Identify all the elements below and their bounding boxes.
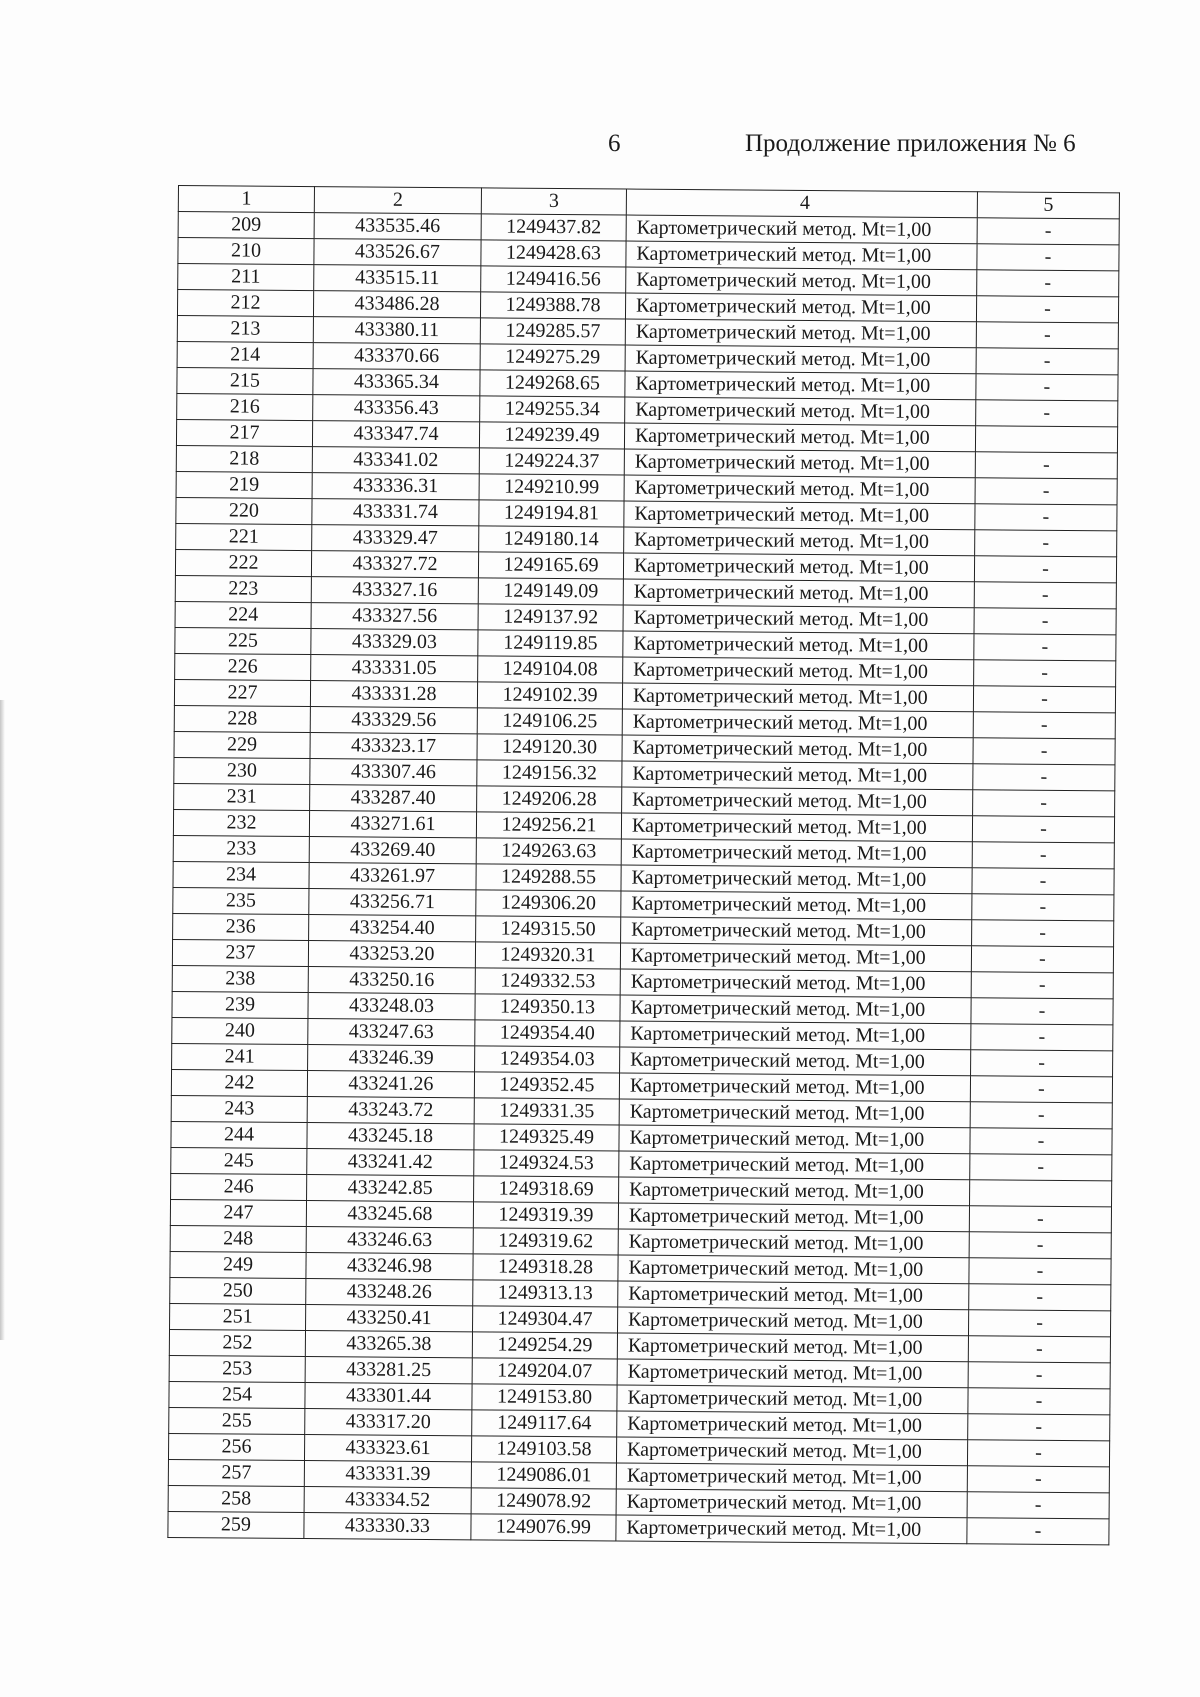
method-cell: Картометрический метод. Mt=1,00 [621, 891, 972, 920]
note-cell: - [975, 504, 1117, 531]
x-coordinate-cell: 433334.52 [304, 1487, 471, 1514]
note-cell: - [975, 478, 1117, 505]
note-cell: - [971, 1024, 1113, 1051]
page-number: 6 [608, 130, 621, 157]
note-cell: - [972, 894, 1114, 921]
y-coordinate-cell: 1249354.03 [475, 1046, 620, 1073]
y-coordinate-cell: 1249210.99 [479, 474, 624, 501]
note-cell: - [968, 1336, 1110, 1363]
x-coordinate-cell: 433256.71 [309, 889, 476, 916]
x-coordinate-cell: 433327.56 [311, 603, 478, 630]
x-coordinate-cell: 433248.03 [308, 993, 475, 1020]
y-coordinate-cell: 1249318.69 [474, 1176, 619, 1203]
method-cell: Картометрический метод. Mt=1,00 [621, 813, 972, 842]
y-coordinate-cell: 1249086.01 [471, 1462, 616, 1489]
point-number-cell: 244 [171, 1121, 307, 1148]
method-cell: Картометрический метод. Mt=1,00 [624, 475, 975, 504]
point-number-cell: 251 [170, 1303, 306, 1330]
method-cell: Картометрический метод. Mt=1,00 [624, 423, 975, 452]
point-number-cell: 219 [176, 471, 312, 498]
method-cell: Картометрический метод. Mt=1,00 [621, 865, 972, 894]
point-number-cell: 217 [176, 419, 312, 446]
x-coordinate-cell: 433365.34 [313, 369, 480, 396]
y-coordinate-cell: 1249416.56 [481, 266, 626, 293]
y-coordinate-cell: 1249256.21 [476, 812, 621, 839]
method-cell: Картометрический метод. Mt=1,00 [624, 527, 975, 556]
note-cell: - [967, 1518, 1109, 1545]
y-coordinate-cell: 1249103.58 [471, 1436, 616, 1463]
note-cell: - [976, 374, 1118, 401]
column-header-5: 5 [977, 192, 1119, 219]
point-number-cell: 213 [177, 315, 313, 342]
x-coordinate-cell: 433281.25 [305, 1357, 472, 1384]
point-number-cell: 224 [175, 601, 311, 628]
note-cell: - [969, 1206, 1111, 1233]
method-cell: Картометрический метод. Mt=1,00 [625, 397, 976, 426]
note-cell: - [967, 1492, 1109, 1519]
method-cell: Картометрический метод. Mt=1,00 [624, 501, 975, 530]
note-cell: - [968, 1388, 1110, 1415]
x-coordinate-cell: 433265.38 [305, 1331, 472, 1358]
method-cell: Картометрический метод. Mt=1,00 [618, 1203, 969, 1232]
x-coordinate-cell: 433271.61 [309, 811, 476, 838]
y-coordinate-cell: 1249165.69 [478, 552, 623, 579]
point-number-cell: 259 [168, 1511, 304, 1538]
y-coordinate-cell: 1249331.35 [474, 1098, 619, 1125]
y-coordinate-cell: 1249153.80 [472, 1384, 617, 1411]
method-cell: Картометрический метод. Mt=1,00 [625, 345, 976, 374]
note-cell: - [968, 1414, 1110, 1441]
x-coordinate-cell: 433356.43 [313, 395, 480, 422]
x-coordinate-cell: 433535.46 [314, 213, 481, 240]
x-coordinate-cell: 433331.28 [310, 681, 477, 708]
method-cell: Картометрический метод. Mt=1,00 [619, 1073, 970, 1102]
method-cell: Картометрический метод. Mt=1,00 [626, 215, 977, 244]
x-coordinate-cell: 433247.63 [308, 1019, 475, 1046]
point-number-cell: 245 [171, 1147, 307, 1174]
note-cell: - [976, 296, 1118, 323]
note-cell: - [974, 660, 1116, 687]
method-cell: Картометрический метод. Mt=1,00 [622, 735, 973, 764]
point-number-cell: 220 [176, 497, 312, 524]
method-cell: Картометрический метод. Mt=1,00 [622, 761, 973, 790]
y-coordinate-cell: 1249319.62 [473, 1228, 618, 1255]
method-cell: Картометрический метод. Mt=1,00 [626, 241, 977, 270]
appendix-title: Продолжение приложения № 6 [745, 130, 1076, 157]
note-cell: - [969, 1232, 1111, 1259]
x-coordinate-cell: 433254.40 [309, 915, 476, 942]
y-coordinate-cell: 1249332.53 [475, 968, 620, 995]
x-coordinate-cell: 433331.74 [312, 499, 479, 526]
point-number-cell: 243 [171, 1095, 307, 1122]
y-coordinate-cell: 1249263.63 [476, 838, 621, 865]
point-number-cell: 240 [172, 1017, 308, 1044]
method-cell: Картометрический метод. Mt=1,00 [617, 1359, 968, 1388]
method-cell: Картометрический метод. Mt=1,00 [616, 1515, 967, 1544]
y-coordinate-cell: 1249180.14 [479, 526, 624, 553]
point-number-cell: 209 [178, 212, 314, 239]
point-number-cell: 238 [172, 965, 308, 992]
y-coordinate-cell: 1249315.50 [476, 916, 621, 943]
table-body [168, 212, 1119, 1545]
note-cell: - [975, 452, 1117, 479]
y-coordinate-cell: 1249304.47 [473, 1306, 618, 1333]
method-cell: Картометрический метод. Mt=1,00 [623, 605, 974, 634]
method-cell: Картометрический метод. Mt=1,00 [619, 1125, 970, 1154]
column-header-1: 1 [178, 186, 314, 213]
method-cell: Картометрический метод. Mt=1,00 [623, 579, 974, 608]
x-coordinate-cell: 433486.28 [313, 291, 480, 318]
x-coordinate-cell: 433245.68 [306, 1201, 473, 1228]
note-cell: - [974, 582, 1116, 609]
x-coordinate-cell: 433331.39 [304, 1461, 471, 1488]
point-number-cell: 257 [168, 1459, 304, 1486]
point-number-cell: 226 [175, 653, 311, 680]
method-cell: Картометрический метод. Mt=1,00 [621, 839, 972, 868]
x-coordinate-cell: 433246.98 [306, 1253, 473, 1280]
point-number-cell: 253 [169, 1355, 305, 1382]
y-coordinate-cell: 1249254.29 [472, 1332, 617, 1359]
note-cell: - [970, 1102, 1112, 1129]
coordinates-table [167, 185, 1120, 1545]
method-cell: Картометрический метод. Mt=1,00 [617, 1333, 968, 1362]
column-header-4: 4 [626, 189, 977, 218]
point-number-cell: 223 [175, 575, 311, 602]
column-header-3: 3 [481, 188, 626, 215]
note-cell: - [970, 1154, 1112, 1181]
note-cell: - [977, 218, 1119, 245]
point-number-cell: 212 [177, 290, 313, 317]
note-cell: - [971, 998, 1113, 1025]
point-number-cell: 229 [174, 731, 310, 758]
x-coordinate-cell: 433245.18 [307, 1123, 474, 1150]
note-cell: - [968, 1310, 1110, 1337]
note-cell: - [970, 1076, 1112, 1103]
note-cell: - [973, 686, 1115, 713]
x-coordinate-cell: 433380.11 [313, 317, 480, 344]
x-coordinate-cell: 433341.02 [312, 447, 479, 474]
note-cell: - [976, 322, 1118, 349]
y-coordinate-cell: 1249354.40 [475, 1020, 620, 1047]
scan-shadow [0, 700, 5, 1340]
method-cell: Картометрический метод. Mt=1,00 [623, 553, 974, 582]
note-cell: - [974, 556, 1116, 583]
method-cell: Картометрический метод. Mt=1,00 [618, 1281, 969, 1310]
x-coordinate-cell: 433246.63 [306, 1227, 473, 1254]
y-coordinate-cell: 1249104.08 [478, 656, 623, 683]
method-cell: Картометрический метод. Mt=1,00 [617, 1307, 968, 1336]
x-coordinate-cell: 433248.26 [306, 1279, 473, 1306]
note-cell: - [972, 816, 1114, 843]
method-cell: Картометрический метод. Mt=1,00 [619, 1151, 970, 1180]
x-coordinate-cell: 433515.11 [314, 265, 481, 292]
y-coordinate-cell: 1249119.85 [478, 630, 623, 657]
x-coordinate-cell: 433307.46 [310, 759, 477, 786]
y-coordinate-cell: 1249325.49 [474, 1124, 619, 1151]
note-cell: - [973, 738, 1115, 765]
point-number-cell: 248 [170, 1225, 306, 1252]
y-coordinate-cell: 1249306.20 [476, 890, 621, 917]
y-coordinate-cell: 1249268.65 [480, 370, 625, 397]
point-number-cell: 255 [169, 1407, 305, 1434]
y-coordinate-cell: 1249206.28 [477, 786, 622, 813]
x-coordinate-cell: 433317.20 [305, 1409, 472, 1436]
y-coordinate-cell: 1249313.13 [473, 1280, 618, 1307]
method-cell: Картометрический метод. Mt=1,00 [624, 449, 975, 478]
y-coordinate-cell: 1249319.39 [473, 1202, 618, 1229]
x-coordinate-cell: 433250.41 [306, 1305, 473, 1332]
point-number-cell: 227 [174, 679, 310, 706]
y-coordinate-cell: 1249204.07 [472, 1358, 617, 1385]
point-number-cell: 211 [178, 264, 314, 291]
x-coordinate-cell: 433246.39 [308, 1045, 475, 1072]
method-cell: Картометрический метод. Mt=1,00 [620, 995, 971, 1024]
y-coordinate-cell: 1249156.32 [477, 760, 622, 787]
method-cell: Картометрический метод. Mt=1,00 [625, 293, 976, 322]
point-number-cell: 241 [172, 1043, 308, 1070]
note-cell: - [976, 400, 1118, 427]
note-cell: - [969, 1284, 1111, 1311]
y-coordinate-cell: 1249117.64 [472, 1410, 617, 1437]
method-cell: Картометрический метод. Mt=1,00 [619, 1099, 970, 1128]
x-coordinate-cell: 433241.42 [307, 1149, 474, 1176]
method-cell: Картометрический метод. Mt=1,00 [616, 1463, 967, 1492]
point-number-cell: 250 [170, 1277, 306, 1304]
method-cell: Картометрический метод. Mt=1,00 [623, 631, 974, 660]
method-cell: Картометрический метод. Mt=1,00 [622, 787, 973, 816]
x-coordinate-cell: 433323.61 [304, 1435, 471, 1462]
note-cell [975, 426, 1117, 453]
point-number-cell: 242 [171, 1069, 307, 1096]
y-coordinate-cell: 1249078.92 [471, 1488, 616, 1515]
y-coordinate-cell: 1249428.63 [481, 240, 626, 267]
note-cell: - [973, 764, 1115, 791]
method-cell: Картометрический метод. Mt=1,00 [617, 1411, 968, 1440]
method-cell: Картометрический метод. Mt=1,00 [618, 1255, 969, 1284]
point-number-cell: 235 [173, 887, 309, 914]
method-cell: Картометрический метод. Mt=1,00 [618, 1229, 969, 1258]
x-coordinate-cell: 433526.67 [314, 239, 481, 266]
x-coordinate-cell: 433331.05 [311, 655, 478, 682]
method-cell: Картометрический метод. Mt=1,00 [616, 1489, 967, 1518]
method-cell: Картометрический метод. Mt=1,00 [625, 319, 976, 348]
y-coordinate-cell: 1249149.09 [478, 578, 623, 605]
point-number-cell: 228 [174, 705, 310, 732]
point-number-cell: 234 [173, 861, 309, 888]
x-coordinate-cell: 433336.31 [312, 473, 479, 500]
method-cell: Картометрический метод. Mt=1,00 [626, 267, 977, 296]
note-cell: - [970, 1128, 1112, 1155]
note-cell: - [974, 608, 1116, 635]
point-number-cell: 239 [172, 991, 308, 1018]
point-number-cell: 216 [177, 393, 313, 420]
x-coordinate-cell: 433250.16 [308, 967, 475, 994]
x-coordinate-cell: 433241.26 [307, 1071, 474, 1098]
note-cell: - [975, 530, 1117, 557]
method-cell: Картометрический метод. Mt=1,00 [622, 683, 973, 712]
y-coordinate-cell: 1249388.78 [480, 292, 625, 319]
method-cell: Картометрический метод. Mt=1,00 [616, 1437, 967, 1466]
point-number-cell: 258 [168, 1485, 304, 1512]
y-coordinate-cell: 1249352.45 [474, 1072, 619, 1099]
method-cell: Картометрический метод. Mt=1,00 [622, 709, 973, 738]
note-cell: - [971, 946, 1113, 973]
point-number-cell: 230 [174, 757, 310, 784]
y-coordinate-cell: 1249255.34 [480, 396, 625, 423]
note-cell: - [969, 1258, 1111, 1285]
point-number-cell: 252 [169, 1329, 305, 1356]
point-number-cell: 246 [171, 1173, 307, 1200]
point-number-cell: 254 [169, 1381, 305, 1408]
point-number-cell: 233 [173, 835, 309, 862]
point-number-cell: 222 [175, 549, 311, 576]
y-coordinate-cell: 1249437.82 [481, 214, 626, 241]
note-cell: - [977, 270, 1119, 297]
x-coordinate-cell: 433269.40 [309, 837, 476, 864]
x-coordinate-cell: 433323.17 [310, 733, 477, 760]
x-coordinate-cell: 433329.03 [311, 629, 478, 656]
y-coordinate-cell: 1249275.29 [480, 344, 625, 371]
point-number-cell: 218 [176, 445, 312, 472]
method-cell: Картометрический метод. Mt=1,00 [625, 371, 976, 400]
note-cell: - [968, 1362, 1110, 1389]
method-cell: Картометрический метод. Mt=1,00 [620, 1047, 971, 1076]
point-number-cell: 237 [172, 939, 308, 966]
y-coordinate-cell: 1249102.39 [477, 682, 622, 709]
column-header-2: 2 [314, 187, 481, 214]
x-coordinate-cell: 433327.72 [311, 551, 478, 578]
method-cell: Картометрический метод. Mt=1,00 [617, 1385, 968, 1414]
x-coordinate-cell: 433261.97 [309, 863, 476, 890]
point-number-cell: 225 [175, 627, 311, 654]
point-number-cell: 247 [170, 1199, 306, 1226]
note-cell: - [967, 1466, 1109, 1493]
note-cell: - [972, 920, 1114, 947]
y-coordinate-cell: 1249120.30 [477, 734, 622, 761]
y-coordinate-cell: 1249350.13 [475, 994, 620, 1021]
method-cell: Картометрический метод. Mt=1,00 [620, 1021, 971, 1050]
point-number-cell: 256 [168, 1433, 304, 1460]
y-coordinate-cell: 1249288.55 [476, 864, 621, 891]
x-coordinate-cell: 433370.66 [313, 343, 480, 370]
y-coordinate-cell: 1249285.57 [480, 318, 625, 345]
x-coordinate-cell: 433253.20 [308, 941, 475, 968]
x-coordinate-cell: 433242.85 [307, 1175, 474, 1202]
point-number-cell: 210 [178, 238, 314, 265]
x-coordinate-cell: 433329.56 [310, 707, 477, 734]
y-coordinate-cell: 1249224.37 [479, 448, 624, 475]
note-cell: - [971, 972, 1113, 999]
note-cell: - [976, 348, 1118, 375]
note-cell: - [972, 868, 1114, 895]
method-cell: Картометрический метод. Mt=1,00 [621, 917, 972, 946]
y-coordinate-cell: 1249106.25 [477, 708, 622, 735]
y-coordinate-cell: 1249324.53 [474, 1150, 619, 1177]
note-cell: - [972, 842, 1114, 869]
y-coordinate-cell: 1249318.28 [473, 1254, 618, 1281]
y-coordinate-cell: 1249239.49 [479, 422, 624, 449]
x-coordinate-cell: 433347.74 [312, 421, 479, 448]
y-coordinate-cell: 1249076.99 [471, 1514, 616, 1541]
method-cell: Картометрический метод. Mt=1,00 [619, 1177, 970, 1206]
method-cell: Картометрический метод. Mt=1,00 [620, 943, 971, 972]
x-coordinate-cell: 433329.47 [312, 525, 479, 552]
x-coordinate-cell: 433243.72 [307, 1097, 474, 1124]
y-coordinate-cell: 1249137.92 [478, 604, 623, 631]
y-coordinate-cell: 1249320.31 [475, 942, 620, 969]
point-number-cell: 214 [177, 341, 313, 368]
note-cell: - [967, 1440, 1109, 1467]
x-coordinate-cell: 433287.40 [310, 785, 477, 812]
note-cell: - [974, 634, 1116, 661]
point-number-cell: 231 [174, 783, 310, 810]
note-cell: - [977, 244, 1119, 271]
method-cell: Картометрический метод. Mt=1,00 [620, 969, 971, 998]
point-number-cell: 221 [176, 523, 312, 550]
x-coordinate-cell: 433301.44 [305, 1383, 472, 1410]
point-number-cell: 236 [173, 913, 309, 940]
point-number-cell: 232 [173, 809, 309, 836]
note-cell: - [971, 1050, 1113, 1077]
x-coordinate-cell: 433327.16 [311, 577, 478, 604]
note-cell [970, 1180, 1112, 1207]
note-cell: - [973, 712, 1115, 739]
point-number-cell: 215 [177, 367, 313, 394]
point-number-cell: 249 [170, 1251, 306, 1278]
note-cell: - [973, 790, 1115, 817]
x-coordinate-cell: 433330.33 [304, 1513, 471, 1540]
y-coordinate-cell: 1249194.81 [479, 500, 624, 527]
method-cell: Картометрический метод. Mt=1,00 [623, 657, 974, 686]
